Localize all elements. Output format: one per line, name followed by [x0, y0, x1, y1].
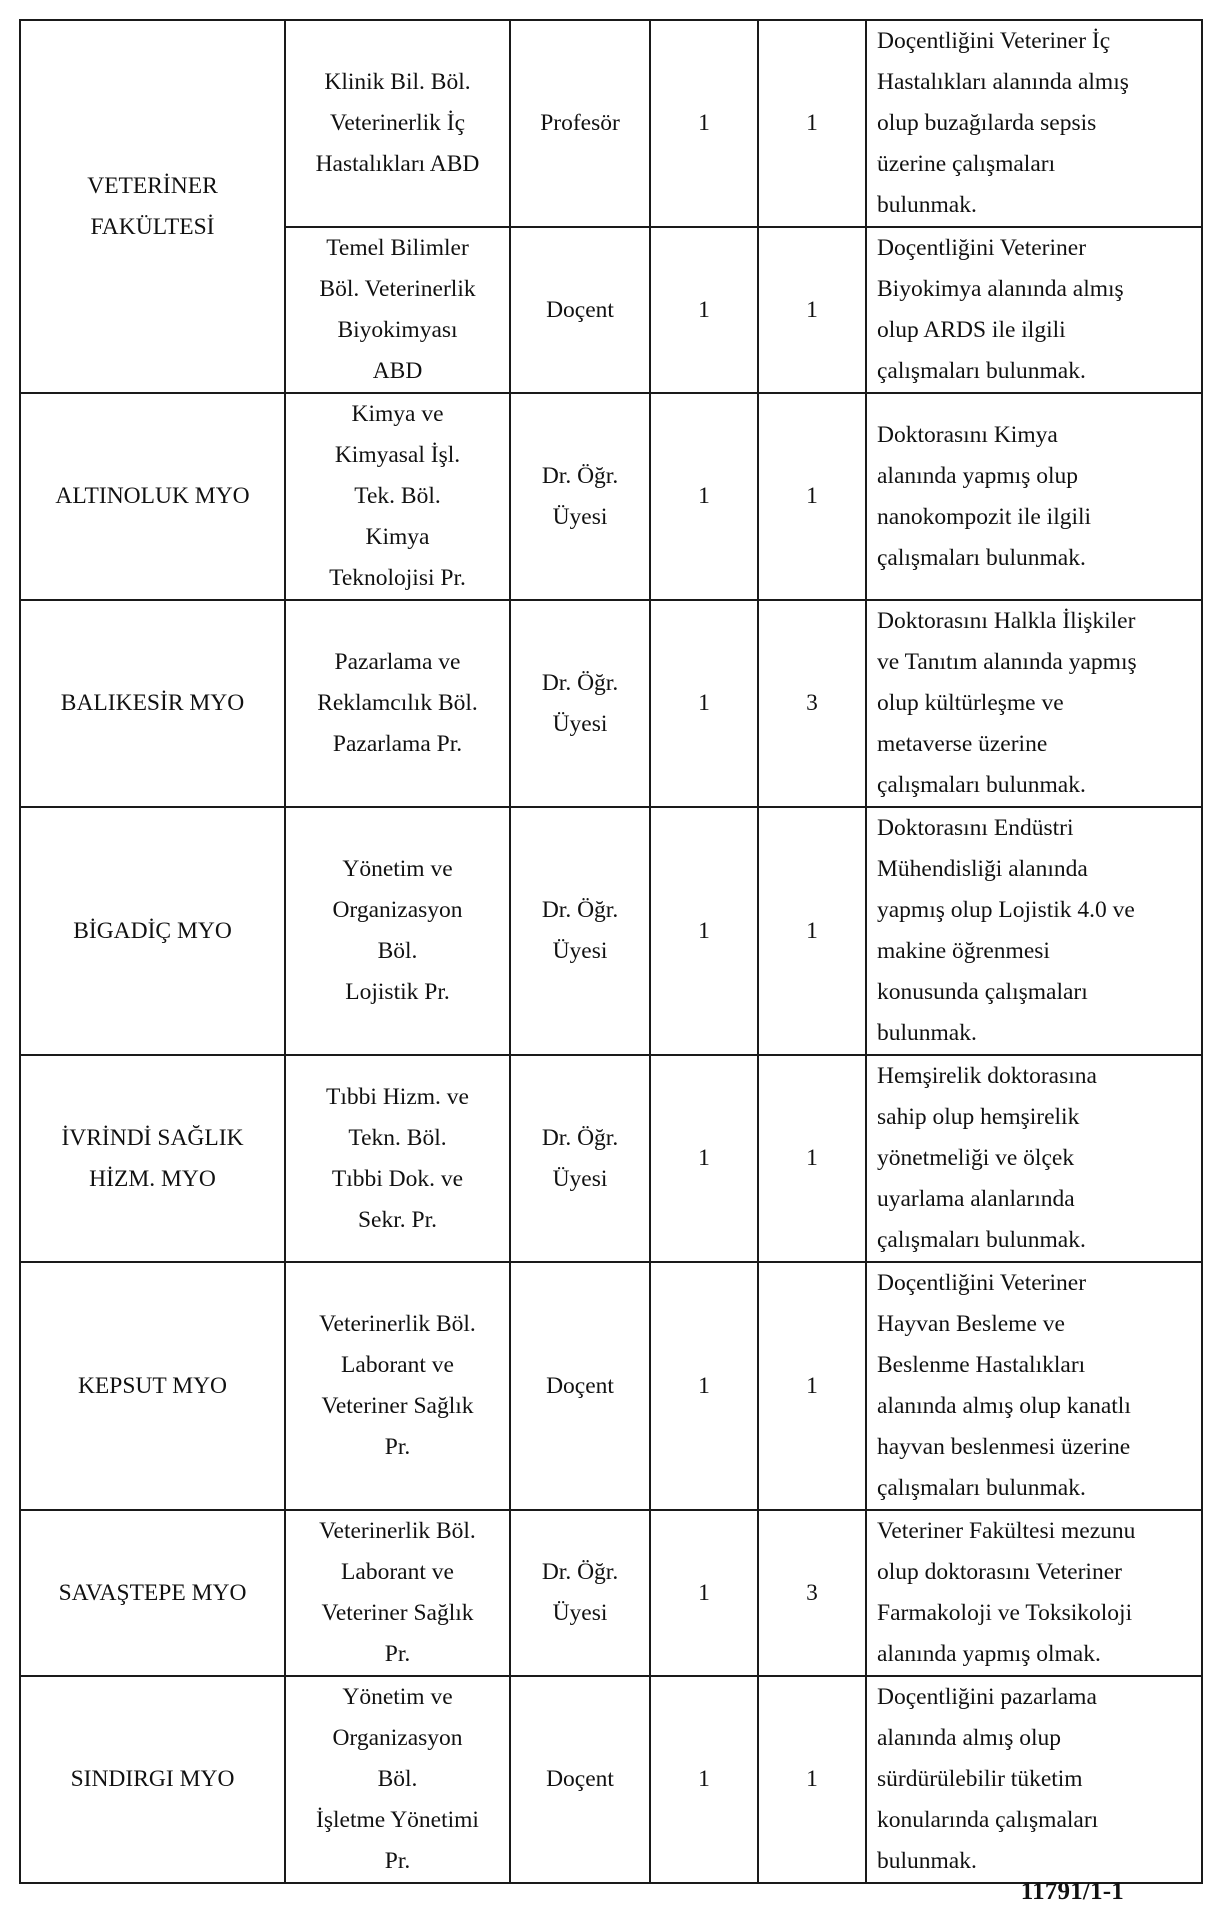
table-row: [20, 20, 1202, 227]
requirement-cell: [866, 807, 1202, 1055]
title-cell-line: Üyesi: [552, 1600, 608, 1626]
quota-cell: 3: [758, 1510, 866, 1676]
requirement-cell-line: ve Tanıtım alanında yapmış: [877, 649, 1137, 675]
table-row: [20, 1676, 1202, 1883]
requirement-cell-line: metaverse üzerine: [877, 731, 1048, 757]
department-cell-line: Böl.: [377, 938, 418, 964]
unit-cell-line: SAVAŞTEPE MYO: [58, 1579, 247, 1606]
requirement-cell-line: bulunmak.: [877, 192, 977, 218]
requirement-cell-line: alanında yapmış olmak.: [877, 1641, 1101, 1667]
requirement-cell-line: bulunmak.: [877, 1020, 977, 1046]
department-cell-line: Böl.: [377, 1766, 418, 1792]
department-cell-line: Tek. Böl.: [354, 483, 441, 509]
requirement-cell-line: Veteriner Fakültesi mezunu: [877, 1518, 1136, 1544]
requirement-cell: [866, 1510, 1202, 1676]
requirement-cell-line: Hayvan Besleme ve: [877, 1311, 1065, 1337]
department-cell: [285, 227, 510, 393]
requirement-cell-line: makine öğrenmesi: [877, 938, 1050, 964]
requirement-cell-line: sahip olup hemşirelik: [877, 1104, 1080, 1130]
quota-cell: 1: [758, 20, 866, 227]
unit-cell-line: BALIKESİR MYO: [60, 690, 245, 716]
requirement-cell-line: Biyokimya alanında almış: [877, 276, 1124, 302]
count-cell: 1: [650, 20, 758, 227]
unit-cell-line: FAKÜLTESİ: [90, 213, 215, 240]
count-cell: 1: [650, 393, 758, 600]
requirement-cell-line: Doktorasını Endüstri: [877, 815, 1074, 841]
table-body: [20, 20, 1202, 1883]
title-cell-line: Dr. Öğr.: [541, 897, 619, 923]
department-cell: [285, 1510, 510, 1676]
department-cell-line: Teknolojisi Pr.: [329, 565, 466, 591]
title-cell-line: Dr. Öğr.: [541, 669, 619, 696]
title-cell: [510, 393, 650, 600]
count-cell: 1: [650, 227, 758, 393]
unit-cell-line: İVRİNDİ SAĞLIK: [61, 1124, 244, 1151]
department-cell-line: Pazarlama Pr.: [332, 731, 463, 757]
department-cell-line: Biyokimyası: [337, 317, 458, 343]
title-cell-line: Doçent: [546, 296, 614, 323]
requirement-cell: [866, 600, 1202, 807]
quota-cell: 1: [758, 227, 866, 393]
department-cell: [285, 1676, 510, 1883]
requirement-cell: [866, 393, 1202, 600]
count-cell: 1: [650, 600, 758, 807]
department-cell-line: Organizasyon: [332, 1725, 463, 1751]
title-cell: [510, 1510, 650, 1676]
requirement-cell-line: Doktorasını Kimya: [877, 421, 1058, 448]
requirement-cell: [866, 1676, 1202, 1883]
title-cell-line: Doçent: [546, 1372, 614, 1399]
requirement-cell-line: Farmakoloji ve Toksikoloji: [877, 1600, 1133, 1626]
quota-cell: 1: [758, 393, 866, 600]
department-cell-line: Veterinerlik Böl.: [319, 1311, 476, 1337]
quota-cell: 1: [758, 807, 866, 1055]
title-cell-line: Üyesi: [552, 938, 608, 964]
table-row: [20, 1055, 1202, 1262]
department-cell-line: Veteriner Sağlık: [321, 1393, 474, 1419]
requirement-cell-line: olup ARDS ile ilgili: [877, 317, 1066, 343]
unit-cell: [20, 1262, 285, 1510]
requirement-cell-line: hayvan beslenmesi üzerine: [877, 1434, 1131, 1460]
title-cell-line: Doçent: [546, 1766, 614, 1792]
unit-cell: [20, 393, 285, 600]
department-cell-line: Veterinerlik Böl.: [319, 1518, 476, 1544]
title-cell: [510, 807, 650, 1055]
requirement-cell-line: konusunda çalışmaları: [877, 979, 1088, 1005]
title-cell: [510, 227, 650, 393]
title-cell-line: Dr. Öğr.: [541, 1124, 619, 1151]
unit-cell: [20, 1676, 285, 1883]
requirement-cell-line: olup buzağılarda sepsis: [877, 110, 1097, 136]
count-cell: 1: [650, 807, 758, 1055]
department-cell-line: Reklamcılık Böl.: [317, 690, 478, 716]
requirement-cell-line: çalışmaları bulunmak.: [877, 772, 1086, 798]
requirement-cell-line: Beslenme Hastalıkları: [877, 1352, 1086, 1378]
unit-cell: [20, 807, 285, 1055]
department-cell: [285, 20, 510, 227]
requirement-cell-line: yönetmeliği ve ölçek: [877, 1145, 1075, 1171]
count-cell: 1: [650, 1262, 758, 1510]
title-cell: [510, 1262, 650, 1510]
title-cell-line: Üyesi: [552, 503, 608, 530]
count-cell: 1: [650, 1510, 758, 1676]
requirement-cell-line: yapmış olup Lojistik 4.0 ve: [877, 897, 1135, 923]
department-cell-line: Kimya: [365, 524, 430, 550]
department-cell-line: Tekn. Böl.: [348, 1124, 447, 1151]
table-row: [20, 1510, 1202, 1676]
department-cell-line: Organizasyon: [332, 897, 463, 923]
document-number: 11791/1-1: [1020, 1878, 1124, 1905]
department-cell-line: Pr.: [384, 1848, 411, 1874]
requirement-cell-line: Hastalıkları alanında almış: [877, 69, 1129, 95]
department-cell-line: Klinik Bil. Böl.: [324, 69, 471, 95]
department-cell-line: ABD: [372, 358, 423, 384]
requirement-cell-line: Hemşirelik doktorasına: [877, 1063, 1097, 1089]
department-cell-line: Veterinerlik İç: [329, 110, 466, 136]
department-cell-line: Laborant ve: [341, 1352, 454, 1378]
requirement-cell-line: çalışmaları bulunmak.: [877, 1227, 1086, 1253]
department-cell-line: İşletme Yönetimi: [316, 1807, 479, 1833]
department-cell-line: Lojistik Pr.: [345, 979, 450, 1005]
requirement-cell-line: Mühendisliği alanında: [877, 856, 1088, 882]
unit-cell: [20, 1510, 285, 1676]
requirement-cell-line: konularında çalışmaları: [877, 1807, 1099, 1833]
department-cell-line: Kimya ve: [351, 401, 444, 427]
department-cell: [285, 807, 510, 1055]
quota-cell: 1: [758, 1055, 866, 1262]
quota-cell: 3: [758, 600, 866, 807]
department-cell: [285, 393, 510, 600]
requirement-cell: [866, 1055, 1202, 1262]
title-cell: [510, 1676, 650, 1883]
unit-cell-line: VETERİNER: [87, 172, 218, 199]
department-cell-line: Temel Bilimler: [326, 235, 469, 261]
unit-cell-line: HİZM. MYO: [89, 1165, 216, 1192]
title-cell-line: Profesör: [540, 110, 620, 136]
positions-table: [19, 19, 1203, 1884]
requirement-cell-line: alanında yapmış olup: [877, 462, 1079, 489]
unit-cell: [20, 20, 285, 393]
department-cell-line: Tıbbi Hizm. ve: [326, 1083, 469, 1110]
title-cell: [510, 1055, 650, 1262]
title-cell: [510, 600, 650, 807]
table-row: [20, 393, 1202, 600]
requirement-cell-line: Doçentliğini Veteriner İç: [877, 28, 1111, 54]
requirement-cell: [866, 1262, 1202, 1510]
department-cell-line: Laborant ve: [341, 1559, 454, 1585]
count-cell: 1: [650, 1676, 758, 1883]
quota-cell: 1: [758, 1676, 866, 1883]
requirement-cell-line: nanokompozit ile ilgili: [877, 503, 1092, 530]
requirement-cell-line: çalışmaları bulunmak.: [877, 358, 1086, 384]
requirement-cell-line: Doçentliğini Veteriner: [877, 235, 1087, 261]
title-cell-line: Dr. Öğr.: [541, 462, 619, 489]
title-cell-line: Üyesi: [552, 710, 608, 737]
department-cell-line: Hastalıkları ABD: [315, 151, 480, 177]
department-cell-line: Pr.: [384, 1434, 411, 1460]
unit-cell: [20, 1055, 285, 1262]
department-cell-line: Veteriner Sağlık: [321, 1600, 474, 1626]
requirement-cell-line: olup kültürleşme ve: [877, 690, 1064, 716]
requirement-cell-line: olup doktorasını Veteriner: [877, 1559, 1122, 1585]
unit-cell: [20, 600, 285, 807]
department-cell-line: Pazarlama ve: [334, 649, 461, 675]
requirement-cell-line: alanında almış olup kanatlı: [877, 1393, 1131, 1419]
department-cell-line: Böl. Veterinerlik: [319, 276, 476, 302]
unit-cell-line: BİGADİÇ MYO: [73, 917, 232, 944]
requirement-cell-line: alanında almış olup: [877, 1725, 1062, 1751]
department-cell-line: Pr.: [384, 1641, 411, 1667]
department-cell-line: Kimyasal İşl.: [334, 442, 461, 468]
requirement-cell-line: bulunmak.: [877, 1848, 977, 1874]
table-row: [20, 1262, 1202, 1510]
requirement-cell-line: çalışmaları bulunmak.: [877, 1475, 1086, 1501]
table-row: [20, 600, 1202, 807]
requirement-cell-line: çalışmaları bulunmak.: [877, 544, 1086, 571]
requirement-cell-line: Doçentliğini Veteriner: [877, 1270, 1087, 1296]
title-cell-line: Üyesi: [552, 1165, 608, 1192]
department-cell-line: Tıbbi Dok. ve: [331, 1165, 464, 1192]
requirement-cell-line: üzerine çalışmaları: [877, 151, 1056, 177]
department-cell: [285, 600, 510, 807]
table-row: [20, 807, 1202, 1055]
title-cell: [510, 20, 650, 227]
unit-cell-line: ALTINOLUK MYO: [55, 483, 250, 509]
requirement-cell-line: uyarlama alanlarında: [877, 1186, 1075, 1212]
count-cell: 1: [650, 1055, 758, 1262]
quota-cell: 1: [758, 1262, 866, 1510]
unit-cell-line: SINDIRGI MYO: [70, 1766, 235, 1792]
title-cell-line: Dr. Öğr.: [541, 1559, 619, 1585]
department-cell: [285, 1055, 510, 1262]
requirement-cell-line: Doçentliğini pazarlama: [877, 1684, 1097, 1710]
department-cell-line: Yönetim ve: [342, 856, 453, 882]
requirement-cell-line: Doktorasını Halkla İlişkiler: [877, 608, 1136, 634]
requirement-cell: [866, 20, 1202, 227]
department-cell-line: Sekr. Pr.: [357, 1206, 437, 1233]
requirement-cell: [866, 227, 1202, 393]
department-cell-line: Yönetim ve: [342, 1684, 453, 1710]
requirement-cell-line: sürdürülebilir tüketim: [877, 1766, 1083, 1792]
unit-cell-line: KEPSUT MYO: [77, 1372, 228, 1399]
department-cell: [285, 1262, 510, 1510]
